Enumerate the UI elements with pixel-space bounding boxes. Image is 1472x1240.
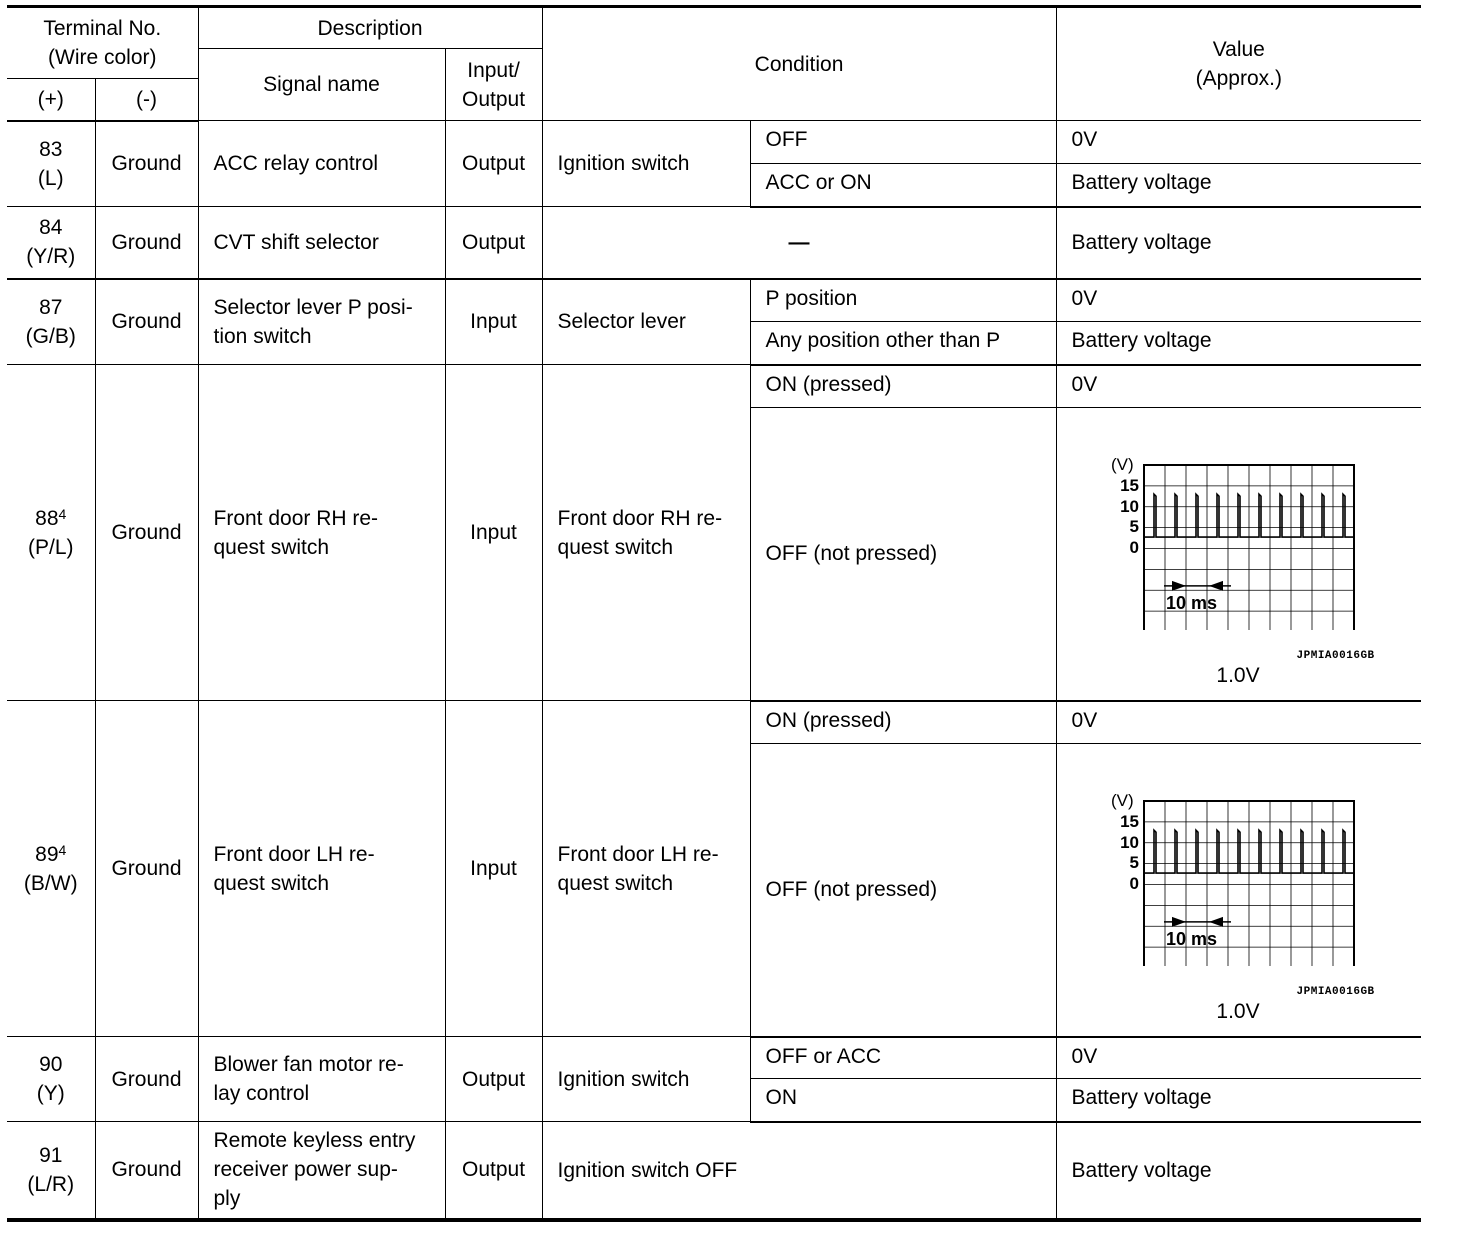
condition-cell: Ignition switch: [542, 1037, 750, 1122]
sub-condition-cell: ON: [750, 1079, 1056, 1122]
waveform-graph: [1097, 450, 1357, 630]
terminal-cell: 90 (Y): [7, 1037, 95, 1122]
y-tick-label: 0: [1129, 874, 1139, 893]
sub-condition-cell: OFF (not pressed): [750, 408, 1056, 701]
terminal-cell: $88^4$ (P/L): [7, 365, 95, 701]
condition-cell: —: [542, 207, 1056, 279]
sub-condition-cell: OFF: [750, 121, 1056, 164]
y-tick-label: 0: [1129, 538, 1139, 557]
condition-cell: Ignition switch OFF: [542, 1122, 1056, 1220]
terminal-cell: $89^4$ (B/W): [7, 701, 95, 1037]
condition-cell: Front door LH re- quest switch: [542, 701, 750, 1037]
sub-condition-cell: ON (pressed): [750, 365, 1056, 408]
sub-condition-cell: OFF or ACC: [750, 1037, 1056, 1079]
footnote-marker: 4: [58, 841, 67, 858]
y-tick-label: 10: [1119, 497, 1139, 516]
arrow-right-icon: [1172, 917, 1186, 927]
signal-cell: Selector lever P posi- tion switch: [198, 279, 445, 365]
value-cell: Battery voltage: [1056, 322, 1421, 365]
header-plus: (+): [7, 79, 95, 121]
value-cell: Battery voltage: [1056, 1122, 1421, 1220]
signal-cell: Remote keyless entry receiver power sup- ply: [198, 1122, 445, 1220]
header-condition: Condition: [542, 7, 1056, 121]
condition-cell: Front door RH re- quest switch: [542, 365, 750, 701]
value-cell: Battery voltage: [1056, 1079, 1421, 1122]
terminal-cell: 91 (L/R): [7, 1122, 95, 1220]
condition-cell: Ignition switch: [542, 121, 750, 207]
value-cell: 1.0V: [1216, 664, 1260, 687]
header-io: Input/ Output: [445, 49, 542, 121]
io-cell: Output: [445, 1122, 542, 1220]
header-signal-name: Signal name: [198, 49, 445, 121]
value-cell: Battery voltage: [1056, 164, 1421, 207]
signal-cell: Front door RH re- quest switch: [198, 365, 445, 701]
time-scale-label: 10 ms: [1165, 928, 1217, 949]
value-waveform-cell: [1056, 744, 1421, 1037]
arrow-left-icon: [1209, 917, 1223, 927]
value-cell: 1.0V: [1216, 1000, 1260, 1023]
signal-cell: ACC relay control: [198, 121, 445, 207]
io-cell: Output: [445, 1037, 542, 1122]
terminal-cell: 84 (Y/R): [7, 207, 95, 279]
value-cell: 0V: [1056, 365, 1421, 408]
header-description: Description: [198, 7, 542, 49]
y-tick-label: 5: [1129, 853, 1139, 872]
sub-condition-cell: OFF (not pressed): [750, 744, 1056, 1037]
time-scale-label: 10 ms: [1165, 592, 1217, 613]
arrow-right-icon: [1172, 581, 1186, 591]
y-unit-label: (V): [1110, 455, 1134, 474]
signal-cell: CVT shift selector: [198, 207, 445, 279]
value-waveform-cell: [1056, 408, 1421, 701]
minus-cell: Ground: [95, 1122, 198, 1220]
figure-code: JPMIA0016GB: [1296, 650, 1375, 662]
io-cell: Input: [445, 279, 542, 365]
io-cell: Input: [445, 365, 542, 701]
signal-cell: Blower fan motor re- lay control: [198, 1037, 445, 1122]
minus-cell: Ground: [95, 207, 198, 279]
minus-cell: Ground: [95, 121, 198, 207]
terminal-table: [7, 5, 1421, 1222]
terminal-cell: 83 (L): [7, 121, 95, 207]
value-cell: 0V: [1056, 121, 1421, 164]
value-cell: 0V: [1056, 279, 1421, 322]
header-value: Value (Approx.): [1056, 7, 1421, 121]
arrow-left-icon: [1209, 581, 1223, 591]
condition-cell: Selector lever: [542, 279, 750, 365]
io-cell: Output: [445, 121, 542, 207]
value-cell: 0V: [1056, 1037, 1421, 1079]
header-terminal: Terminal No. (Wire color): [7, 7, 198, 79]
y-tick-label: 15: [1119, 476, 1139, 495]
terminal-cell: 87 (G/B): [7, 279, 95, 365]
footnote-marker: 4: [58, 505, 67, 522]
sub-condition-cell: ACC or ON: [750, 164, 1056, 207]
header-minus: (-): [95, 79, 198, 121]
minus-cell: Ground: [95, 701, 198, 1037]
sub-condition-cell: ON (pressed): [750, 701, 1056, 744]
figure-code: JPMIA0016GB: [1296, 986, 1375, 998]
minus-cell: Ground: [95, 1037, 198, 1122]
y-tick-label: 15: [1119, 812, 1139, 831]
io-cell: Input: [445, 701, 542, 1037]
minus-cell: Ground: [95, 279, 198, 365]
waveform-graph: [1097, 786, 1357, 966]
value-cell: Battery voltage: [1056, 207, 1421, 279]
y-tick-label: 5: [1129, 517, 1139, 536]
value-cell: 0V: [1056, 701, 1421, 744]
y-tick-label: 10: [1119, 833, 1139, 852]
minus-cell: Ground: [95, 365, 198, 701]
sub-condition-cell: Any position other than P: [750, 322, 1056, 365]
sub-condition-cell: P position: [750, 279, 1056, 322]
io-cell: Output: [445, 207, 542, 279]
signal-cell: Front door LH re- quest switch: [198, 701, 445, 1037]
y-unit-label: (V): [1110, 791, 1134, 810]
